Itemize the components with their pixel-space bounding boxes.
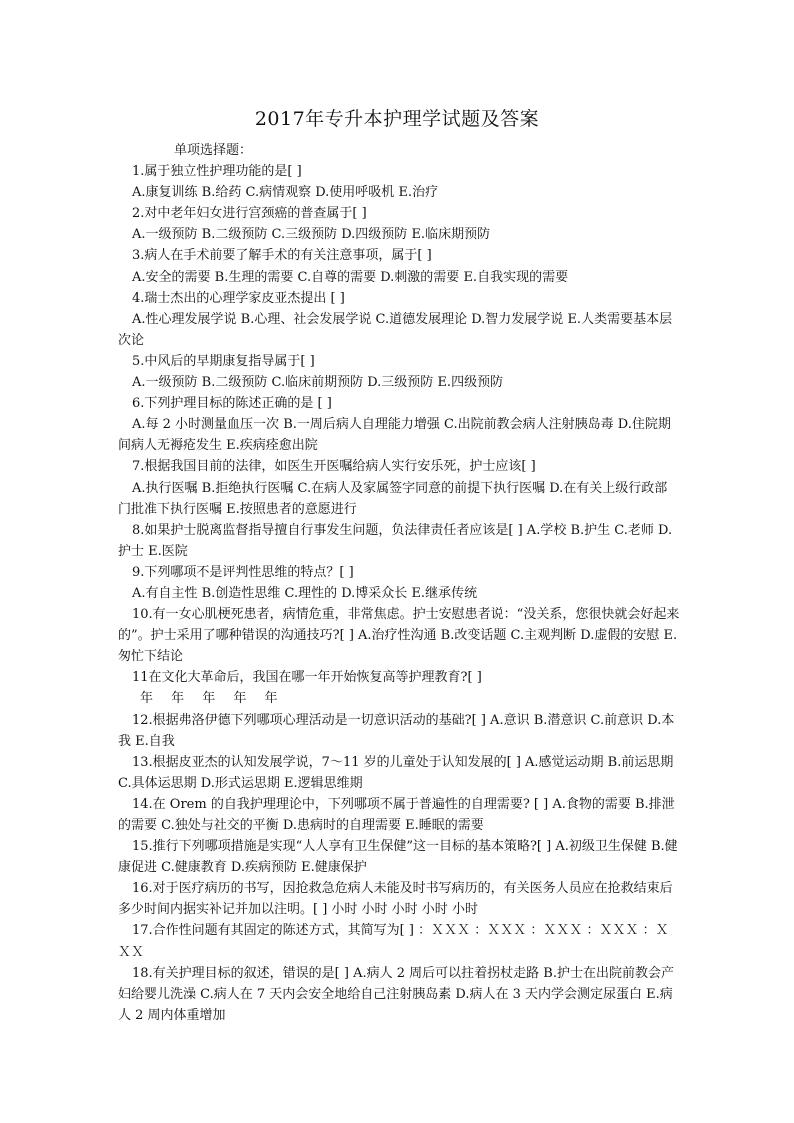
- options-7: A.执行医嘱 B.拒绝执行医嘱 C.在病人及家属签字同意的前提下执行医嘱 D.在有关上级行政部门批准下执行医嘱 E.按照患者的意愿进行: [118, 480, 668, 517]
- question-16: 16.对于医疗病历的书写，因抢救急危病人未能及时书写病历的，有关医务人员应在抢救结束后多少时间内据实补记并加以注明。[ ] 小时 小时 小时 小时 小时: [118, 881, 673, 918]
- question-1: 1.属于独立性护理功能的是[ ]: [132, 164, 302, 180]
- question-15: 15.推行下列哪项措施是实现“人人享有卫生保健”这一目标的基本策略?[ ] A.初级卫生保健 B.健康促进 C.健康教育 D.疾病预防 E.健康保护: [118, 839, 678, 876]
- question-14: 14.在 Orem 的自我护理理论中，下列哪项不属于普遍性的自理需要? [ ] A.食物的需要 B.排泄的需要 C.独处与社交的平衡 D.患病时的自理需要 E.睡眠的需要: [118, 796, 675, 833]
- question-3: 3.病人在手术前要了解手术的有关注意事项，属于[ ]: [132, 248, 432, 264]
- question-12: 12.根据弗洛伊德下列哪项心理活动是一切意识活动的基础?[ ] A.意识 B.潜意识 C.前意识 D.本我 E.自我: [118, 712, 675, 749]
- question-13: 13.根据皮亚杰的认知发展学说，7～11 岁的儿童处于认知发展的[ ] A.感觉运动期 B.前运思期 C.具体运思期 D.形式运思期 E.逻辑思维期: [118, 754, 674, 791]
- document-title: 2017年专升本护理学试题及答案: [254, 108, 540, 130]
- options-9: A.有自主性 B.创造性思维 C.理性的 D.博采众长 E.继承传统: [132, 585, 478, 601]
- question-2: 2.对中老年妇女进行宫颈癌的普查属于[ ]: [132, 206, 367, 222]
- question-11: 11在文化大革命后，我国在哪一年开始恢复高等护理教育?[ ]: [132, 670, 482, 686]
- question-7: 7.根据我国目前的法律，如医生开医嘱给病人实行安乐死，护士应该[ ]: [132, 459, 536, 475]
- options-5: A.一级预防 B.二级预防 C.临床前期预防 D.三级预防 E.四级预防: [132, 375, 504, 391]
- question-18: 18.有关护理目标的叙述，错误的是[ ] A.病人 2 周后可以拄着拐杖走路 B.护士在出院前教会产妇给婴儿洗澡 C.病人在 7 天内会安全地给自己注射胰岛素 D.病人在 3 天内学会测定尿蛋白 E.病人 2 周内体重增加: [118, 965, 674, 1023]
- question-4: 4.瑞士杰出的心理学家皮亚杰提出 [ ]: [132, 290, 345, 306]
- question-17: 17.合作性问题有其固定的陈述方式，其简写为[ ] ：ＸＸＸ ：ＸＸＸ ：ＸＸＸ ：ＸＸＸ ：ＸＸＸ: [118, 923, 669, 960]
- options-1: A.康复训练 B.给药 C.病情观察 D.使用呼吸机 E.治疗: [132, 185, 439, 201]
- question-9: 9.下列哪项不是评判性思维的特点？[ ]: [132, 564, 354, 580]
- options-3: A.安全的需要 B.生理的需要 C.自尊的需要 D.刺激的需要 E.自我实现的需要: [132, 269, 569, 285]
- options-6: A.每 2 小时测量血压一次 B.一周后病人自理能力增强 C.出院前教会病人注射胰岛毒 D.住院期间病人无褥疮发生 E.疾病痊愈出院: [118, 417, 671, 454]
- options-4: A.性心理发展学说 B.心理、社会发展学说 C.道德发展理论 D.智力发展学说 E.人类需要基本层次论: [118, 311, 673, 348]
- question-10: 10.有一女心肌梗死患者，病情危重，非常焦虑。护士安慰患者说：“没关系，您很快就会好起来的”。护士采用了哪种错误的沟通技巧?[ ] A.治疗性沟通 B.改变话题 C.主观判断 D.虚假的安慰 E.匆忙下结论: [118, 607, 680, 665]
- question-5: 5.中风后的早期康复指导属于[ ]: [132, 353, 315, 369]
- options-11: 年 年 年 年 年: [140, 691, 278, 707]
- question-8: 8.如果护士脱离监督指导擅自行事发生问题，负法律责任者应该是[ ] A.学校 B.护生 C.老师 D.护士 E.医院: [118, 522, 673, 559]
- section-heading: 单项选择题：: [174, 143, 253, 158]
- document-body: [118, 140, 680, 1026]
- question-6: 6.下列护理目标的陈述正确的是 [ ]: [132, 396, 332, 412]
- options-2: A.一级预防 B.二级预防 C.三级预防 D.四级预防 E.临床期预防: [132, 227, 491, 243]
